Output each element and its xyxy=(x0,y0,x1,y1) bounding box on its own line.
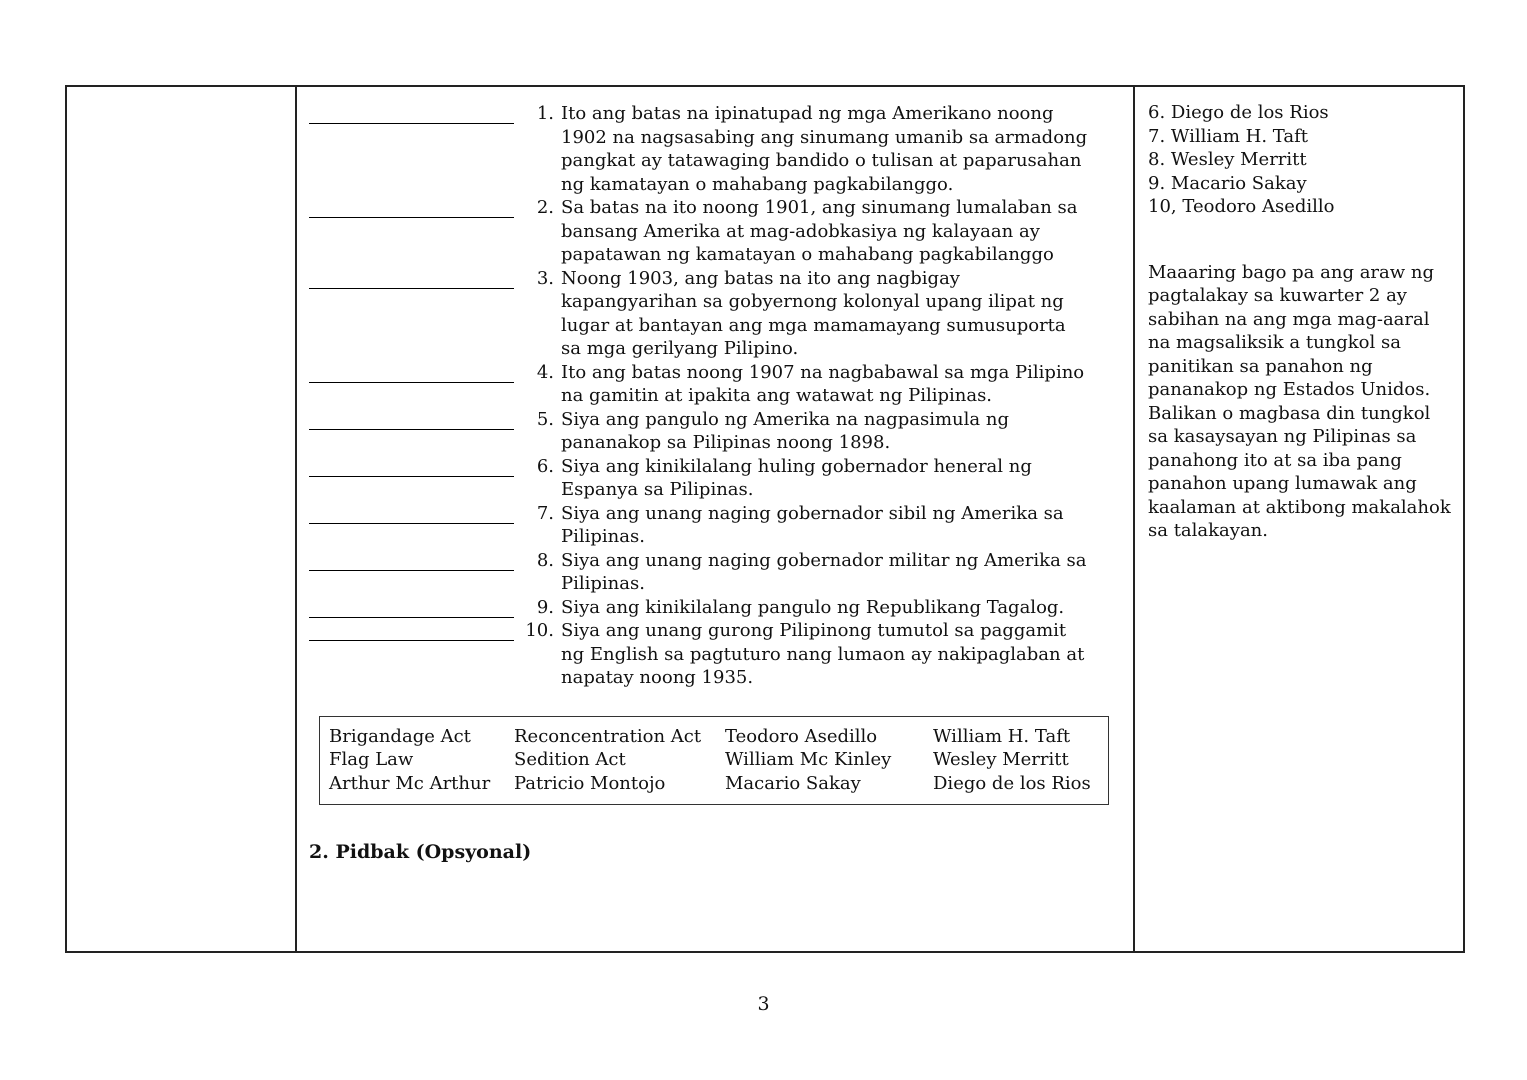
quiz-item xyxy=(309,502,1133,549)
item-text: Siya ang pangulo ng Amerika na nagpasimula ng pananakop sa Pilipinas noong 1898. xyxy=(561,408,1009,453)
item-number: 10. xyxy=(525,620,554,641)
word-bank-entry: Flag Law xyxy=(329,749,414,770)
quiz-item xyxy=(309,196,1133,267)
word-bank-entry: William Mc Kinley xyxy=(725,749,892,770)
item-number: 3. xyxy=(536,267,554,289)
item-text: Sa batas na ito noong 1901, ang sinumang lumalaban sa bansang Amerika at mag-adobkasiya ng kalayaan ay papatawan ng kamatayan o mahabang pagkabilanggo xyxy=(561,197,1078,265)
answer-blank xyxy=(309,267,514,289)
item-text: Noong 1903, ang batas na ito ang nagbigay kapangyarihan sa gobyernong kolonyal upang ilipat ng lugar at bantayan ang mga mamamayang sumusuporta sa mga gerilyang Pilipino. xyxy=(561,267,1066,359)
word-bank-entry: Macario Sakay xyxy=(725,772,861,794)
word-bank-entry: Diego de los Rios xyxy=(933,772,1091,794)
item-text: Siya ang unang gurong Pilipinong tumutol sa paggamit ng English sa pagtuturo nang lumaon ay nakipaglaban at napatay noong 1935. xyxy=(561,620,1085,688)
word-bank-box xyxy=(319,716,1109,806)
item-text: Ito ang batas na ipinatupad ng mga Amerikano noong 1902 na nagsasabing ang sinumang umanib sa armadong pangkat ay tatawaging bandido o tulisan at paparusahan ng kamatayan o mahabang pagkabilanggo. xyxy=(561,103,1088,195)
item-text: Siya ang unang naging gobernador militar ng Amerika sa Pilipinas. xyxy=(561,549,1087,594)
quiz-item xyxy=(309,361,1133,408)
item-number: 5. xyxy=(536,408,554,430)
notes-column xyxy=(1135,87,1463,951)
item-text: Ito ang batas noong 1907 na nagbabawal sa mga Pilipino na gamitin at ipakita ang watawat ng Pilipinas. xyxy=(561,361,1085,406)
quiz-item xyxy=(309,619,1133,690)
answer-blank xyxy=(309,408,514,430)
item-text: Siya ang kinikilalang pangulo ng Republikang Tagalog. xyxy=(561,596,1065,618)
item-number: 2. xyxy=(536,197,554,218)
answer-blank xyxy=(309,502,514,524)
answer-blank xyxy=(309,596,514,618)
page-number: 3 xyxy=(757,993,770,1015)
answer-blank xyxy=(309,619,514,641)
word-bank-entry: Wesley Merritt xyxy=(933,749,1069,770)
answer-key-item: 7. William H. Taft xyxy=(1148,125,1309,147)
quiz-item xyxy=(309,267,1133,361)
quiz-item xyxy=(309,596,1133,620)
answer-key-item: 8. Wesley Merritt xyxy=(1148,149,1307,170)
teacher-note: Maaaring bago pa ang araw ng pagtalakay sa kuwarter 2 ay sabihan na ang mga mag-aaral na magsaliksik a tungkol sa panitikan sa panahon ng pananakop ng Estados Unidos. Balikan o magbasa din tungkol sa kasaysayan ng Pilipinas sa panahong ito at sa iba pang panahon upang lumawak ang kaalaman at aktibong makalahok sa talakayan. xyxy=(1148,261,1451,541)
answer-key-item: 6. Diego de los Rios xyxy=(1148,102,1329,123)
item-text: Siya ang unang naging gobernador sibil ng Amerika sa Pilipinas. xyxy=(561,502,1064,547)
answer-blank xyxy=(309,455,514,477)
word-bank-entry: Reconcentration Act xyxy=(514,725,702,747)
left-empty-column xyxy=(67,87,297,951)
word-bank-entry: Sedition Act xyxy=(514,749,626,770)
answer-key-item: 9. Macario Sakay xyxy=(1148,172,1307,194)
answer-key-item: 10, Teodoro Asedillo xyxy=(1148,196,1335,217)
answer-blank xyxy=(309,361,514,383)
item-number: 8. xyxy=(536,549,554,571)
item-number: 7. xyxy=(536,502,554,524)
quiz-item xyxy=(309,408,1133,455)
quiz-column xyxy=(297,87,1135,951)
answer-key-list xyxy=(1148,101,1453,219)
word-bank-entry: William H. Taft xyxy=(933,725,1071,747)
word-bank-entry: Patricio Montojo xyxy=(514,772,666,794)
answer-blank xyxy=(309,102,514,124)
quiz-item xyxy=(309,102,1133,196)
document-table xyxy=(65,85,1465,953)
quiz-item xyxy=(309,455,1133,502)
item-number: 4. xyxy=(536,361,554,383)
item-number: 1. xyxy=(536,103,554,124)
answer-blank xyxy=(309,549,514,571)
answer-blank xyxy=(309,196,514,218)
quiz-item xyxy=(309,549,1133,596)
feedback-heading: 2. Pidbak (Opsyonal) xyxy=(309,841,532,863)
word-bank-entry: Teodoro Asedillo xyxy=(725,725,878,747)
word-bank-entry: Brigandage Act xyxy=(329,725,471,747)
item-number: 9. xyxy=(536,596,554,618)
item-number: 6. xyxy=(536,455,554,477)
word-bank-entry: Arthur Mc Arthur xyxy=(329,772,491,794)
item-text: Siya ang kinikilalang huling gobernador heneral ng Espanya sa Pilipinas. xyxy=(561,455,1032,500)
